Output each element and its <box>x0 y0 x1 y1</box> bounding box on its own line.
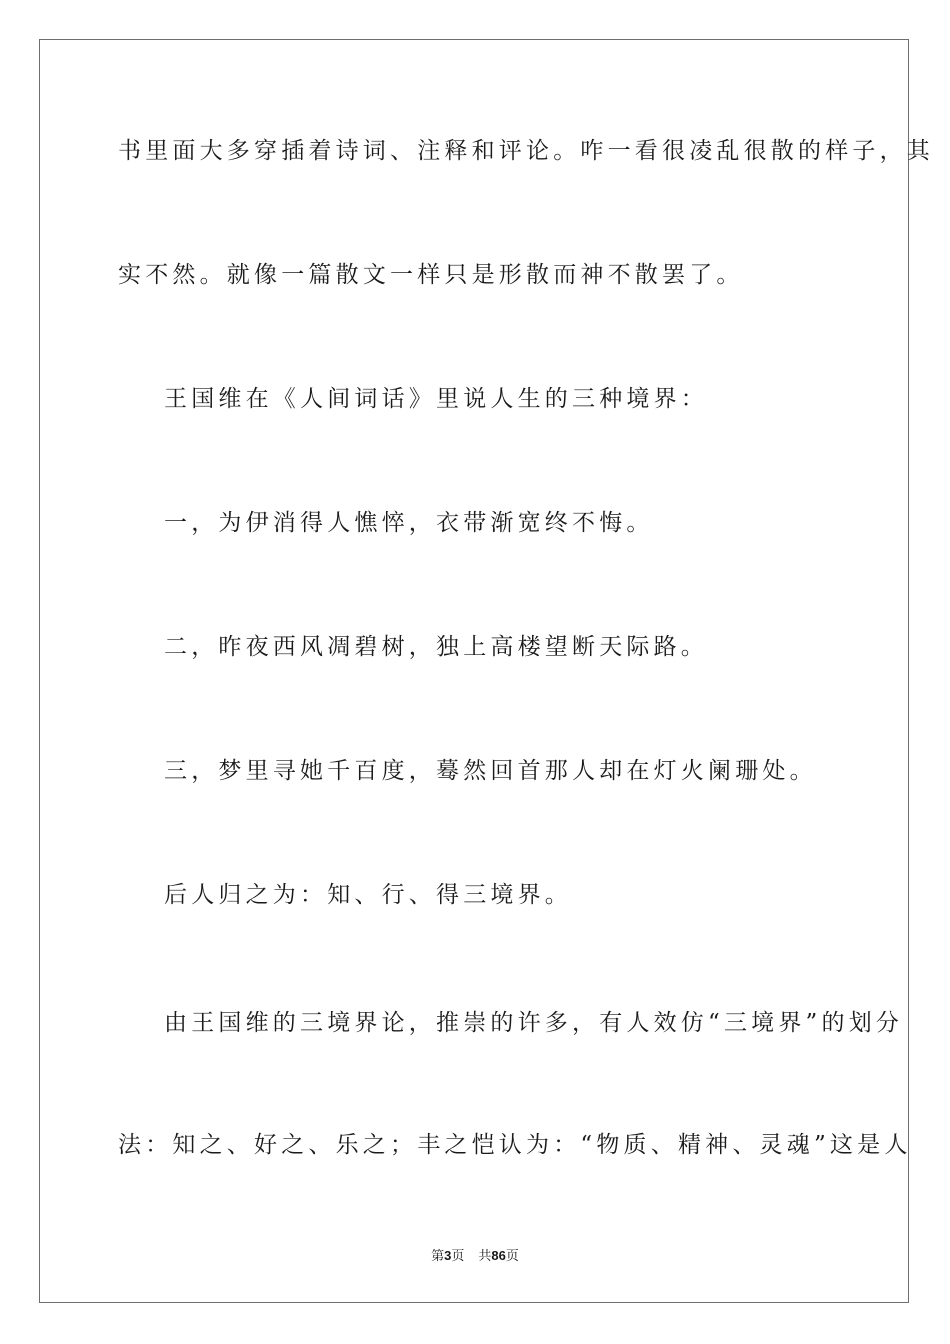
total-prefix: 共 <box>478 1249 492 1264</box>
page-footer <box>0 1249 950 1263</box>
paragraph-line: 由王国维的三境界论，推崇的许多，有人效仿“三境界”的划分 <box>164 1010 904 1036</box>
paragraph-line: 后人归之为：知、行、得三境界。 <box>164 882 572 908</box>
total-suffix: 页 <box>505 1249 519 1264</box>
paragraph-line: 法：知之、好之、乐之；丰之恺认为：“物质、精神、灵魂”这是人 <box>118 1132 912 1158</box>
page-border <box>39 39 909 1303</box>
page-prefix: 第 <box>431 1249 445 1264</box>
current-page-number: 3 <box>444 1248 452 1263</box>
paragraph-line: 一，为伊消得人憔悴，衣带渐宽终不悔。 <box>164 510 654 536</box>
paragraph-line: 二，昨夜西风凋碧树，独上高楼望断天际路。 <box>164 634 708 660</box>
paragraph-line: 王国维在《人间词话》里说人生的三种境界： <box>164 386 708 412</box>
paragraph-line: 三，梦里寻她千百度，蓦然回首那人却在灯火阑珊处。 <box>164 758 817 784</box>
paragraph-line: 实不然。就像一篇散文一样只是形散而神不散罢了。 <box>118 262 744 288</box>
paragraph-line: 书里面大多穿插着诗词、注释和评论。咋一看很凌乱很散的样子，其 <box>118 138 934 164</box>
page-suffix: 页 <box>451 1249 465 1264</box>
total-pages-number: 86 <box>491 1248 506 1263</box>
